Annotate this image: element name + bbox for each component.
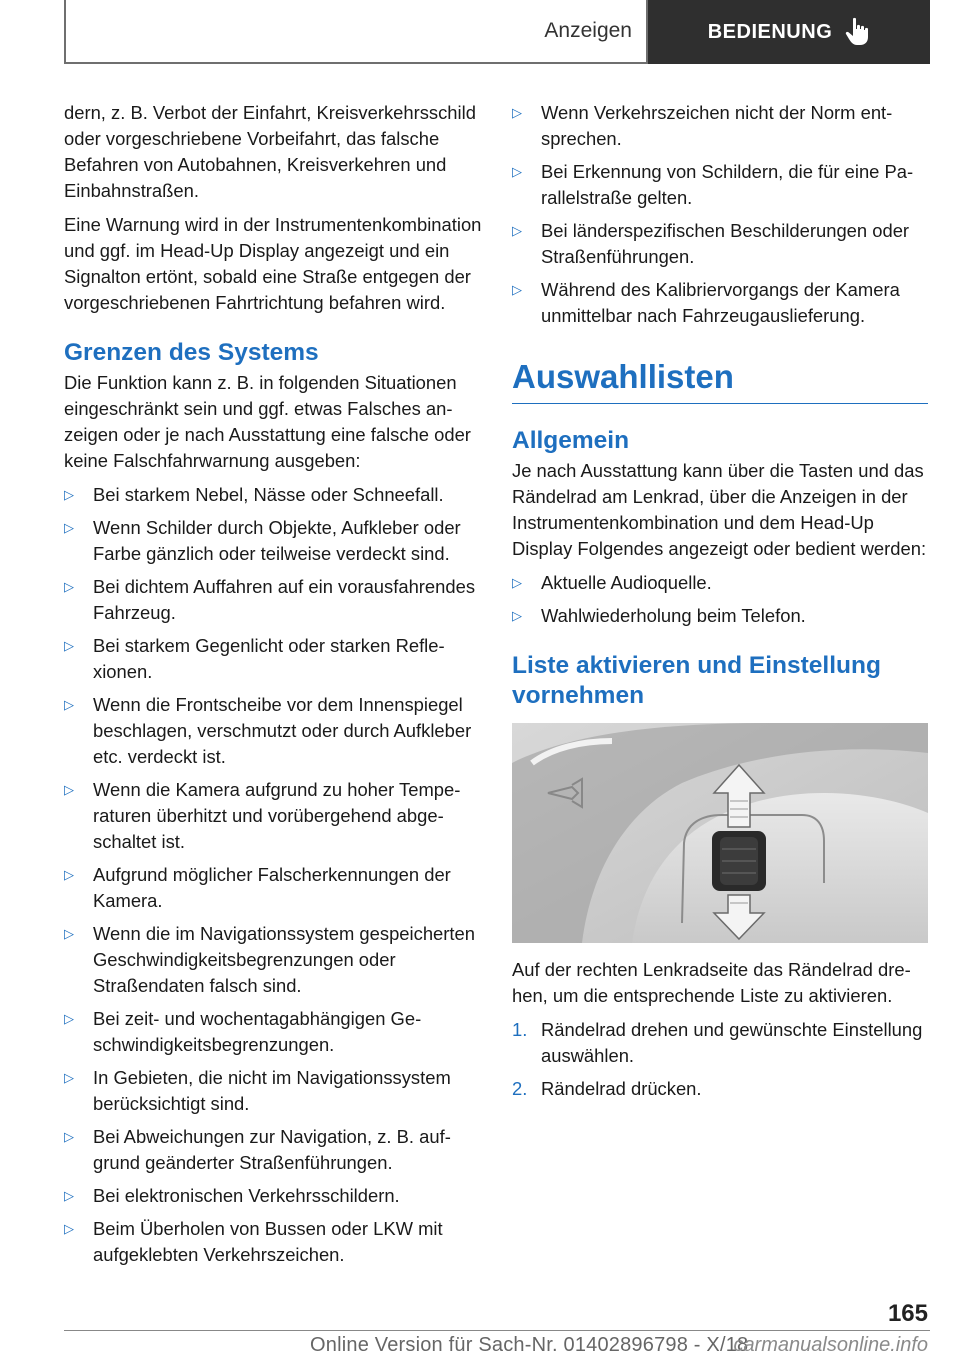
bullet-triangle-icon: ▷ (64, 579, 74, 594)
list-item: ▷ Wenn die im Navigationssystem gespeicherten Geschwindigkeitsbegrenzungen oder Straßendaten falsch sind. (64, 923, 475, 996)
section-tab-anzeigen-label: Anzeigen (544, 19, 632, 42)
list-item: ▷ Während des Kalibriervorgangs der Kamera unmittelbar nach Fahrzeugauslieferung. (512, 279, 900, 326)
bullet-triangle-icon: ▷ (64, 1221, 74, 1236)
bullet-triangle-icon: ▷ (64, 1129, 74, 1144)
bullet-triangle-icon: ▷ (64, 926, 74, 941)
bullet-triangle-icon: ▷ (512, 105, 522, 120)
list-item: ▷ Bei starkem Gegenlicht oder starken Reflexionen. (64, 635, 445, 682)
display-items-list (512, 570, 928, 629)
list-item: ▷ Bei starkem Nebel, Nässe oder Schneefall. (64, 482, 482, 508)
bullet-triangle-icon: ▷ (64, 697, 74, 712)
list-item: ▷ Wahlwiederholung beim Telefon. (512, 603, 928, 629)
paragraph: Je nach Ausstattung kann über die Tasten und das Rändelrad am Lenkrad, über die Anzeigen in der Instrumentenkombination und dem Head-Up Display Folgendes angezeigt oder bedient werden: (512, 460, 927, 559)
bullet-triangle-icon: ▷ (64, 1070, 74, 1085)
bullet-triangle-icon: ▷ (512, 223, 522, 238)
section-title-auswahllisten: Auswahllisten (512, 357, 928, 404)
step-number: 1. (512, 1019, 528, 1040)
list-item: ▷ Aufgrund möglicher Falscherkennungen der Kamera. (64, 864, 451, 911)
list-item: ▷ Bei dichtem Auffahren auf ein vorausfahrendes Fahrzeug. (64, 576, 476, 623)
limits-list (64, 482, 482, 1268)
list-item: ▷ Wenn Verkehrszeichen nicht der Norm entsprechen. (512, 102, 893, 149)
paragraph: Eine Warnung wird in der Instrumentenkombination und ggf. im Head-Up Display angezeigt und ein Signalton ertönt, sobald eine Straße entgegen der vorgeschriebenen Fahrtrichtung befahren wird. (64, 214, 482, 313)
paragraph: dern, z. B. Verbot der Einfahrt, Kreisverkehrsschild oder vorgeschriebene Vorbeifahrt, das falsche Befahren von Autobahnen, Kreisverkehren und Einbahnstraßen. (64, 102, 476, 201)
list-item: ▷ Beim Überholen von Bussen oder LKW mit aufgeklebten Verkehrszeichen. (64, 1218, 443, 1265)
bullet-triangle-icon: ▷ (64, 867, 74, 882)
bullet-triangle-icon: ▷ (512, 575, 522, 590)
list-item: ▷ Bei elektronischen Verkehrsschildern. (64, 1183, 482, 1209)
bullet-triangle-icon: ▷ (64, 1011, 74, 1026)
paragraph: Die Funktion kann z. B. in folgenden Situationen eingeschränkt sein und ggf. etwas Falsches anzeigen oder je nach Ausstattung eine falsche oder keine Falschfahrwarnung ausgeben: (64, 372, 471, 471)
list-item: ▷ Wenn Schilder durch Objekte, Aufkleber oder Farbe gänzlich oder teilweise verdeckt sind. (64, 517, 461, 564)
list-item: 1. Rändelrad drehen und gewünschte Einstellung auswählen. (512, 1019, 923, 1066)
steps-list (512, 1017, 928, 1102)
bullet-triangle-icon: ▷ (64, 638, 74, 653)
bullet-triangle-icon: ▷ (64, 782, 74, 797)
list-item: ▷ Bei länderspezifischen Beschilderungen oder Straßenführungen. (512, 220, 910, 267)
page-number: 165 (887, 1300, 928, 1327)
left-column (64, 100, 482, 1275)
list-item: ▷ Bei zeit- und wochentagabhängigen Geschwindigkeitsbegrenzungen. (64, 1008, 422, 1055)
bullet-triangle-icon: ▷ (512, 282, 522, 297)
watermark: carmanualsonline.info (733, 1334, 928, 1356)
heading-allgemein: Allgemein (512, 427, 630, 454)
list-item: ▷ Bei Abweichungen zur Navigation, z. B. aufgrund geänderter Straßenführungen. (64, 1126, 451, 1173)
heading-grenzen-des-systems: Grenzen des Systems (64, 339, 319, 366)
list-item: ▷ Aktuelle Audioquelle. (512, 570, 928, 596)
right-column (512, 100, 928, 1109)
limits-list-continued (512, 100, 928, 329)
list-item: 2. Rändelrad drücken. (512, 1076, 928, 1102)
steering-wheel-thumbwheel-figure (512, 723, 928, 943)
list-item: ▷ Wenn die Kamera aufgrund zu hoher Temperaturen überhitzt und vorübergehend abgeschaltet ist. (64, 779, 461, 852)
bullet-triangle-icon: ▷ (64, 520, 74, 535)
section-tab-anzeigen (64, 0, 648, 64)
figure-caption: Auf der rechten Lenkradseite das Rändelrad drehen, um die entsprechende Liste zu aktivieren. (512, 959, 911, 1006)
heading-liste-aktivieren: Liste aktivieren und Einstellung vornehmen (512, 652, 881, 709)
chapter-tab-bedienung (648, 0, 930, 64)
hand-pointer-icon (844, 17, 870, 47)
footer-divider (64, 1330, 930, 1331)
footer-version-text: Online Version für Sach-Nr. 01402896798 - X/18 (310, 1334, 749, 1356)
bullet-triangle-icon: ▷ (512, 164, 522, 179)
bullet-triangle-icon: ▷ (64, 1188, 74, 1203)
page-header (64, 0, 930, 64)
step-number: 2. (512, 1078, 528, 1099)
list-item: ▷ Bei Erkennung von Schildern, die für eine Parallelstraße gelten. (512, 161, 914, 208)
list-item: ▷ Wenn die Frontscheibe vor dem Innenspiegel beschlagen, verschmutzt oder durch Aufkleber etc. verdeckt ist. (64, 694, 472, 767)
bullet-triangle-icon: ▷ (512, 608, 522, 623)
chapter-tab-label: BEDIENUNG (707, 20, 833, 43)
list-item: ▷ In Gebieten, die nicht im Navigationssystem berücksichtigt sind. (64, 1067, 451, 1114)
bullet-triangle-icon: ▷ (64, 487, 74, 502)
